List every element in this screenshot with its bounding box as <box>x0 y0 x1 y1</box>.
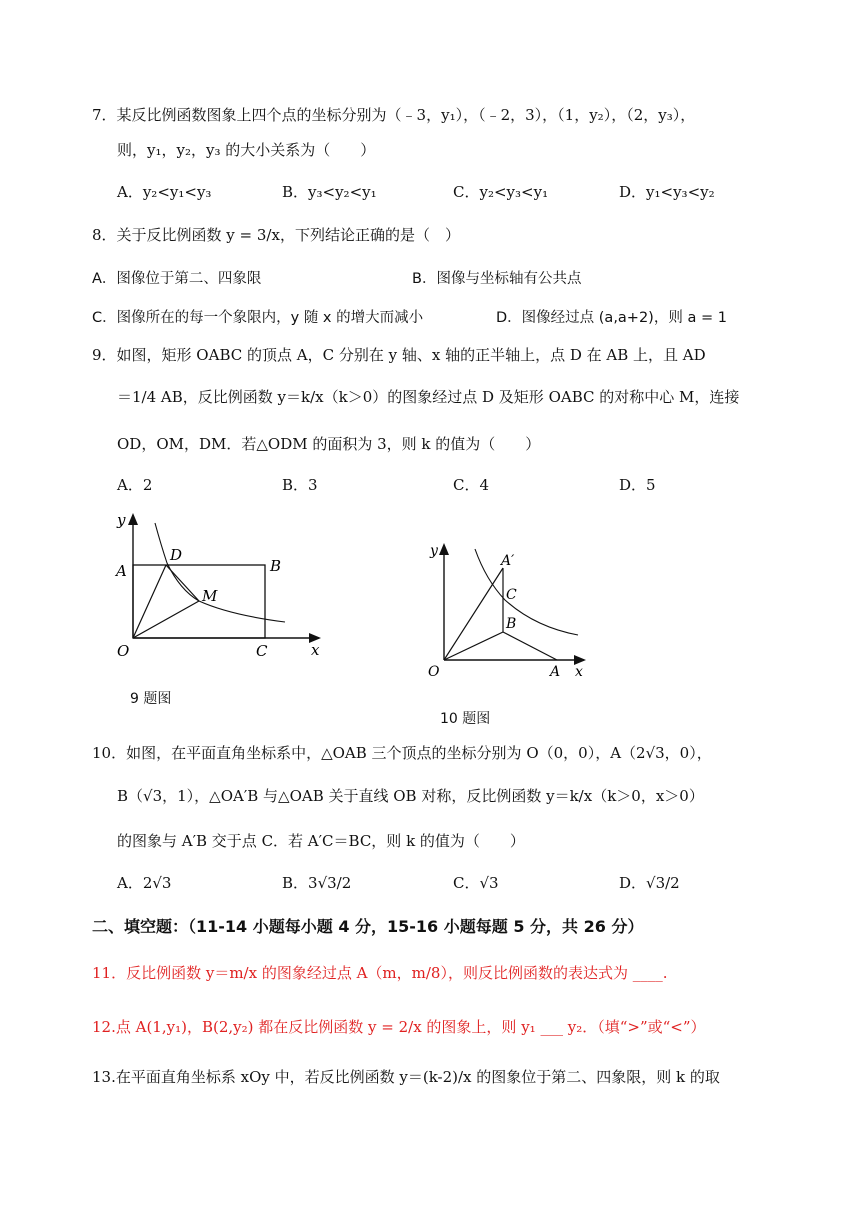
fig9-label-y: y <box>117 511 126 529</box>
q9-option-a: A．2 <box>117 476 153 494</box>
q9-option-b: B．3 <box>282 476 318 494</box>
q13-text: 13.在平面直角坐标系 xOy 中，若反比例函数 y＝(k-2)/x 的图象位于第二、四象限，则 k 的取 <box>92 1068 720 1086</box>
q8-option-c: C．图像所在的每一个象限内，y 随 x 的增大而减小 <box>92 310 424 326</box>
q10-option-a: A．2√3 <box>117 874 172 892</box>
fig10-label-x: x <box>575 664 583 680</box>
fig9-label-m: M <box>202 587 218 605</box>
q10-option-b: B．3√3/2 <box>282 874 352 892</box>
fig9-label-o: O <box>117 642 130 660</box>
fig10-label-y: y <box>430 543 438 559</box>
fig10-y-arrow <box>439 543 449 555</box>
q9-option-d: D．5 <box>619 476 656 494</box>
q7-option-d: D．y₁<y₃<y₂ <box>619 183 715 201</box>
fig9-label-x: x <box>311 641 320 659</box>
q10-line2: B（√3，1），△OA′B 与△OAB 关于直线 OB 对称，反比例函数 y＝k/x（k＞0，x＞0） <box>117 787 704 805</box>
fig9-seg-od <box>133 565 166 638</box>
q7-line1: 7．某反比例函数图象上四个点的坐标分别为（﹣3，y₁），（﹣2，3），（1，y₂），（2，y₃）， <box>92 106 696 124</box>
fig9-caption: 9 题图 <box>130 691 172 707</box>
fig10-caption: 10 题图 <box>440 711 491 727</box>
q11-text: 11．反比例函数 y＝m/x 的图象经过点 A（m，m/8），则反比例函数的表达式为 ____. <box>92 964 668 982</box>
q7-option-c: C．y₂<y₃<y₁ <box>453 183 549 201</box>
q10-line3: 的图象与 A′B 交于点 C．若 A′C＝BC，则 k 的值为（ ） <box>117 832 525 850</box>
section-2-title: 二、填空题：（11-14 小题每小题 4 分，15-16 小题每题 5 分，共 26 分） <box>92 917 644 936</box>
fig10-label-c: C <box>506 587 517 603</box>
fig9-label-a: A <box>116 562 127 580</box>
fig9-y-arrow <box>128 513 138 525</box>
q9-line2: ＝1/4 AB，反比例函数 y＝k/x（k＞0）的图象经过点 D 及矩形 OABC 的对称中心 M，连接 <box>117 388 740 406</box>
fig10-seg-ba <box>503 632 557 660</box>
q7-option-b: B．y₃<y₂<y₁ <box>282 183 377 201</box>
q9-line1: 9．如图，矩形 OABC 的顶点 A，C 分别在 y 轴、x 轴的正半轴上，点 D 在 AB 上，且 AD <box>92 346 706 364</box>
figure-10 <box>420 535 600 685</box>
q7-line2: 则，y₁，y₂，y₃ 的大小关系为（ ） <box>117 141 376 159</box>
q9-line3: OD，OM，DM．若△ODM 的面积为 3，则 k 的值为（ ） <box>117 435 541 453</box>
q8-option-a: A．图像位于第二、四象限 <box>92 271 262 287</box>
q10-option-c: C．√3 <box>453 874 499 892</box>
fig10-label-b: B <box>506 616 517 632</box>
fig10-label-o: O <box>428 664 440 680</box>
q10-line1: 10．如图，在平面直角坐标系中，△OAB 三个顶点的坐标分别为 O（0，0），A（2√3，0）， <box>92 744 712 762</box>
fig10-label-aprime: A′ <box>501 553 515 569</box>
q10-option-d: D．√3/2 <box>619 874 680 892</box>
figure-9 <box>95 505 335 665</box>
q7-option-a: A．y₂<y₁<y₃ <box>117 183 212 201</box>
fig9-label-b: B <box>270 557 282 575</box>
q8-option-d: D．图像经过点 (a,a+2)，则 a = 1 <box>496 310 727 326</box>
q8-option-b: B．图像与坐标轴有公共点 <box>412 271 582 287</box>
fig9-seg-om <box>133 601 199 638</box>
q9-option-c: C．4 <box>453 476 490 494</box>
fig9-label-c: C <box>256 642 268 660</box>
q8-line1: 8．关于反比例函数 y = 3/x，下列结论正确的是（ ） <box>92 226 460 244</box>
fig10-label-a: A <box>550 664 561 680</box>
fig9-seg-dm <box>166 565 199 601</box>
fig10-hyperbola <box>475 549 578 635</box>
fig9-label-d: D <box>170 546 183 564</box>
q12-text: 12.点 A(1,y₁)，B(2,y₂) 都在反比例函数 y = 2/x 的图象上，则 y₁ ___ y₂．（填“>”或“<”） <box>92 1018 706 1036</box>
